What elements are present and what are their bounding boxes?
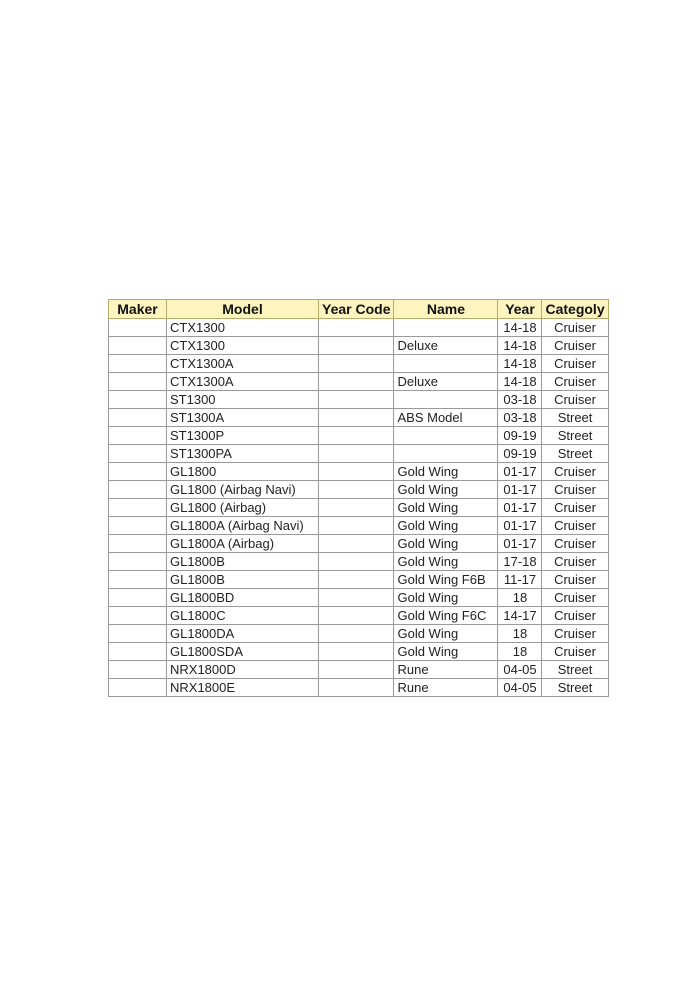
year-cell: 01-17 [498, 535, 542, 553]
maker-cell [109, 643, 167, 661]
year-cell: 03-18 [498, 391, 542, 409]
model-cell: GL1800DA [167, 625, 319, 643]
maker-cell [109, 355, 167, 373]
model-cell: CTX1300 [167, 337, 319, 355]
category-cell: Cruiser [542, 319, 608, 337]
name-cell: Gold Wing F6C [394, 607, 498, 625]
year-cell: 01-17 [498, 517, 542, 535]
table-row [109, 553, 609, 571]
maker-cell [109, 319, 167, 337]
year-code-cell [319, 625, 394, 643]
maker-cell [109, 337, 167, 355]
table-row [109, 643, 609, 661]
year-cell: 09-19 [498, 427, 542, 445]
category-cell: Cruiser [542, 643, 608, 661]
category-cell: Cruiser [542, 499, 608, 517]
maker-cell [109, 607, 167, 625]
year-code-cell [319, 607, 394, 625]
maker-cell [109, 499, 167, 517]
name-cell: Gold Wing F6B [394, 571, 498, 589]
category-cell: Cruiser [542, 355, 608, 373]
category-cell: Cruiser [542, 373, 608, 391]
maker-cell [109, 625, 167, 643]
name-cell: Gold Wing [394, 499, 498, 517]
table-row [109, 463, 609, 481]
model-cell: GL1800 (Airbag Navi) [167, 481, 319, 499]
category-cell: Cruiser [542, 337, 608, 355]
year-code-cell [319, 319, 394, 337]
year-code-cell [319, 391, 394, 409]
year-cell: 01-17 [498, 481, 542, 499]
year-cell: 14-18 [498, 373, 542, 391]
maker-cell [109, 517, 167, 535]
model-cell: GL1800B [167, 553, 319, 571]
maker-cell [109, 535, 167, 553]
table-row [109, 607, 609, 625]
category-cell: Cruiser [542, 517, 608, 535]
category-cell: Cruiser [542, 553, 608, 571]
year-cell: 03-18 [498, 409, 542, 427]
year-code-cell [319, 553, 394, 571]
model-cell: GL1800A (Airbag Navi) [167, 517, 319, 535]
model-cell: GL1800B [167, 571, 319, 589]
model-cell: GL1800 (Airbag) [167, 499, 319, 517]
table-row [109, 481, 609, 499]
maker-cell [109, 481, 167, 499]
model-cell: NRX1800E [167, 679, 319, 697]
year-code-cell [319, 337, 394, 355]
name-cell [394, 319, 498, 337]
model-cell: ST1300A [167, 409, 319, 427]
maker-cell [109, 463, 167, 481]
category-cell: Cruiser [542, 463, 608, 481]
header-year: Year [498, 300, 542, 319]
name-cell: Gold Wing [394, 535, 498, 553]
category-cell: Cruiser [542, 481, 608, 499]
year-code-cell [319, 679, 394, 697]
year-cell: 04-05 [498, 661, 542, 679]
name-cell: Deluxe [394, 337, 498, 355]
header-model: Model [167, 300, 319, 319]
name-cell: Deluxe [394, 373, 498, 391]
category-cell: Cruiser [542, 391, 608, 409]
table-row [109, 391, 609, 409]
year-cell: 04-05 [498, 679, 542, 697]
year-cell: 18 [498, 643, 542, 661]
year-code-cell [319, 499, 394, 517]
year-code-cell [319, 409, 394, 427]
name-cell [394, 445, 498, 463]
category-cell: Cruiser [542, 535, 608, 553]
maker-cell [109, 373, 167, 391]
maker-cell [109, 409, 167, 427]
table-row [109, 445, 609, 463]
year-code-cell [319, 643, 394, 661]
table-row [109, 499, 609, 517]
model-cell: CTX1300A [167, 373, 319, 391]
year-cell: 14-17 [498, 607, 542, 625]
model-cell: ST1300 [167, 391, 319, 409]
header-category: Categoly [542, 300, 608, 319]
maker-cell [109, 679, 167, 697]
maker-cell [109, 391, 167, 409]
year-cell: 18 [498, 625, 542, 643]
table-row [109, 319, 609, 337]
table-row [109, 625, 609, 643]
year-cell: 11-17 [498, 571, 542, 589]
year-cell: 14-18 [498, 355, 542, 373]
table-row [109, 373, 609, 391]
category-cell: Cruiser [542, 625, 608, 643]
year-code-cell [319, 355, 394, 373]
table-row [109, 409, 609, 427]
year-cell: 17-18 [498, 553, 542, 571]
name-cell: Gold Wing [394, 553, 498, 571]
table-row [109, 337, 609, 355]
year-code-cell [319, 517, 394, 535]
maker-cell [109, 589, 167, 607]
maker-cell [109, 445, 167, 463]
motorcycle-model-table [108, 299, 609, 697]
category-cell: Cruiser [542, 589, 608, 607]
table-row [109, 535, 609, 553]
year-code-cell [319, 589, 394, 607]
category-cell: Street [542, 427, 608, 445]
name-cell: Rune [394, 661, 498, 679]
table-body [109, 319, 609, 697]
year-code-cell [319, 535, 394, 553]
header-maker: Maker [109, 300, 167, 319]
header-name: Name [394, 300, 498, 319]
name-cell [394, 355, 498, 373]
category-cell: Street [542, 445, 608, 463]
model-cell: NRX1800D [167, 661, 319, 679]
year-cell: 09-19 [498, 445, 542, 463]
header-year-code: Year Code [319, 300, 394, 319]
year-code-cell [319, 427, 394, 445]
model-cell: ST1300PA [167, 445, 319, 463]
name-cell: Gold Wing [394, 589, 498, 607]
table-row [109, 661, 609, 679]
year-cell: 14-18 [498, 337, 542, 355]
category-cell: Cruiser [542, 571, 608, 589]
header-row [109, 300, 609, 319]
year-cell: 01-17 [498, 463, 542, 481]
category-cell: Street [542, 679, 608, 697]
category-cell: Street [542, 409, 608, 427]
year-code-cell [319, 481, 394, 499]
year-code-cell [319, 661, 394, 679]
model-cell: GL1800C [167, 607, 319, 625]
maker-cell [109, 571, 167, 589]
year-code-cell [319, 571, 394, 589]
name-cell: Gold Wing [394, 463, 498, 481]
table-row [109, 427, 609, 445]
model-cell: GL1800BD [167, 589, 319, 607]
name-cell [394, 427, 498, 445]
table-row [109, 571, 609, 589]
name-cell [394, 391, 498, 409]
name-cell: Gold Wing [394, 625, 498, 643]
table-row [109, 355, 609, 373]
model-cell: CTX1300 [167, 319, 319, 337]
table-row [109, 517, 609, 535]
name-cell: Gold Wing [394, 643, 498, 661]
model-cell: GL1800A (Airbag) [167, 535, 319, 553]
name-cell: ABS Model [394, 409, 498, 427]
year-cell: 18 [498, 589, 542, 607]
maker-cell [109, 661, 167, 679]
category-cell: Street [542, 661, 608, 679]
model-cell: ST1300P [167, 427, 319, 445]
year-cell: 14-18 [498, 319, 542, 337]
year-code-cell [319, 445, 394, 463]
table-row [109, 589, 609, 607]
category-cell: Cruiser [542, 607, 608, 625]
name-cell: Rune [394, 679, 498, 697]
name-cell: Gold Wing [394, 517, 498, 535]
model-cell: CTX1300A [167, 355, 319, 373]
model-cell: GL1800SDA [167, 643, 319, 661]
year-cell: 01-17 [498, 499, 542, 517]
name-cell: Gold Wing [394, 481, 498, 499]
year-code-cell [319, 463, 394, 481]
maker-cell [109, 553, 167, 571]
year-code-cell [319, 373, 394, 391]
model-cell: GL1800 [167, 463, 319, 481]
table-row [109, 679, 609, 697]
maker-cell [109, 427, 167, 445]
